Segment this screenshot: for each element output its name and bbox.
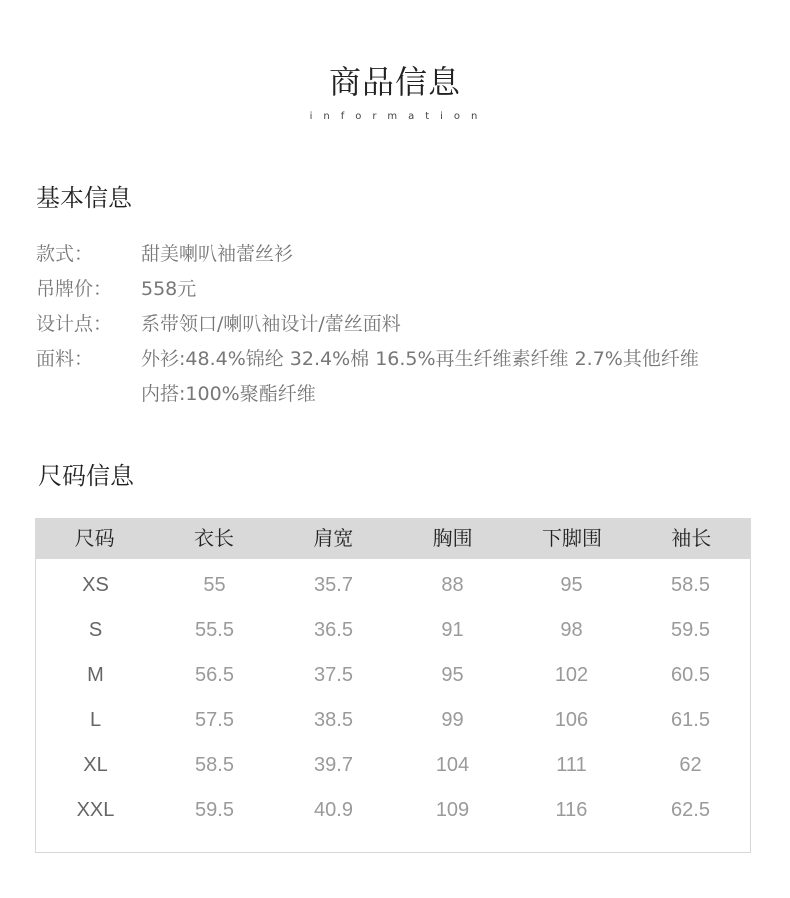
table-cell: 35.7 <box>314 574 353 596</box>
size-table <box>35 518 751 853</box>
info-value <box>141 307 776 342</box>
info-row-design <box>36 307 776 342</box>
table-cell: 37.5 <box>314 664 353 686</box>
table-cell: 59.5 <box>195 799 234 821</box>
table-cell: 109 <box>435 799 470 821</box>
table-row <box>36 608 750 653</box>
column-header-hem: 下脚围 <box>541 526 602 550</box>
column-header-shoulder: 肩宽 <box>313 526 354 550</box>
table-cell: 95 <box>441 664 464 686</box>
info-value-line: 甜美喇叭袖蕾丝衫 <box>141 243 294 265</box>
table-cell: XXL <box>76 799 115 821</box>
size-table-header <box>35 518 751 559</box>
size-info-title: 尺码信息 <box>38 462 134 490</box>
basic-info-list <box>36 237 776 412</box>
table-cell: XS <box>82 574 109 596</box>
info-value-line: 系带领口/喇叭袖设计/蕾丝面料 <box>141 313 401 335</box>
info-label: 吊牌价： <box>36 278 113 300</box>
table-cell: 38.5 <box>314 709 353 731</box>
table-cell: 36.5 <box>314 619 353 641</box>
table-cell: 88 <box>441 574 464 596</box>
info-label: 款式： <box>36 243 94 265</box>
table-row <box>36 563 750 608</box>
info-row-fabric <box>36 342 776 412</box>
column-header-sleeve: 袖长 <box>671 526 712 550</box>
table-cell: 59.5 <box>671 619 710 641</box>
table-cell: 40.9 <box>314 799 353 821</box>
table-cell: 102 <box>554 664 589 686</box>
table-cell: 106 <box>554 709 589 731</box>
info-row-price <box>36 272 776 307</box>
table-cell: 116 <box>555 799 588 821</box>
table-cell: 58.5 <box>195 754 234 776</box>
info-label: 设计点： <box>36 313 113 335</box>
info-value <box>141 272 776 307</box>
info-label: 面料： <box>36 348 94 370</box>
table-cell: 55.5 <box>195 619 234 641</box>
table-cell: 57.5 <box>195 709 234 731</box>
page-subtitle: information <box>309 111 489 122</box>
table-row <box>36 653 750 698</box>
table-row <box>36 698 750 743</box>
page-title: 商品信息 <box>328 63 461 101</box>
table-cell: 60.5 <box>671 664 710 686</box>
column-header-bust: 胸围 <box>432 526 473 550</box>
info-value <box>141 237 776 272</box>
table-cell: 95 <box>560 574 583 596</box>
column-header-size: 尺码 <box>74 526 115 550</box>
table-cell: 91 <box>441 619 464 641</box>
info-row-style <box>36 237 776 272</box>
table-cell: 62 <box>679 754 702 776</box>
table-cell: 98 <box>560 619 583 641</box>
info-value <box>141 342 776 412</box>
table-cell: S <box>88 619 103 641</box>
table-cell: 56.5 <box>195 664 234 686</box>
table-cell: 62.5 <box>671 799 710 821</box>
size-table-body <box>36 559 750 833</box>
table-cell: 39.7 <box>314 754 353 776</box>
table-cell: 58.5 <box>671 574 710 596</box>
table-cell: 99 <box>441 709 464 731</box>
table-cell: M <box>87 664 104 686</box>
table-cell: XL <box>83 754 108 776</box>
info-value-line: 558元 <box>141 278 197 300</box>
info-value-line: 外衫:48.4%锦纶 32.4%棉 16.5%再生纤维素纤维 2.7%其他纤维 <box>141 348 699 370</box>
column-header-length: 衣长 <box>193 526 234 550</box>
table-cell: 55 <box>203 574 226 596</box>
table-cell: 111 <box>556 754 587 776</box>
basic-info-title: 基本信息 <box>36 184 132 212</box>
table-cell: 61.5 <box>671 709 710 731</box>
table-row <box>36 788 750 833</box>
table-cell: L <box>89 709 102 731</box>
info-value-line: 内搭:100%聚酯纤维 <box>141 383 316 405</box>
table-row <box>36 743 750 788</box>
table-cell: 104 <box>435 754 470 776</box>
